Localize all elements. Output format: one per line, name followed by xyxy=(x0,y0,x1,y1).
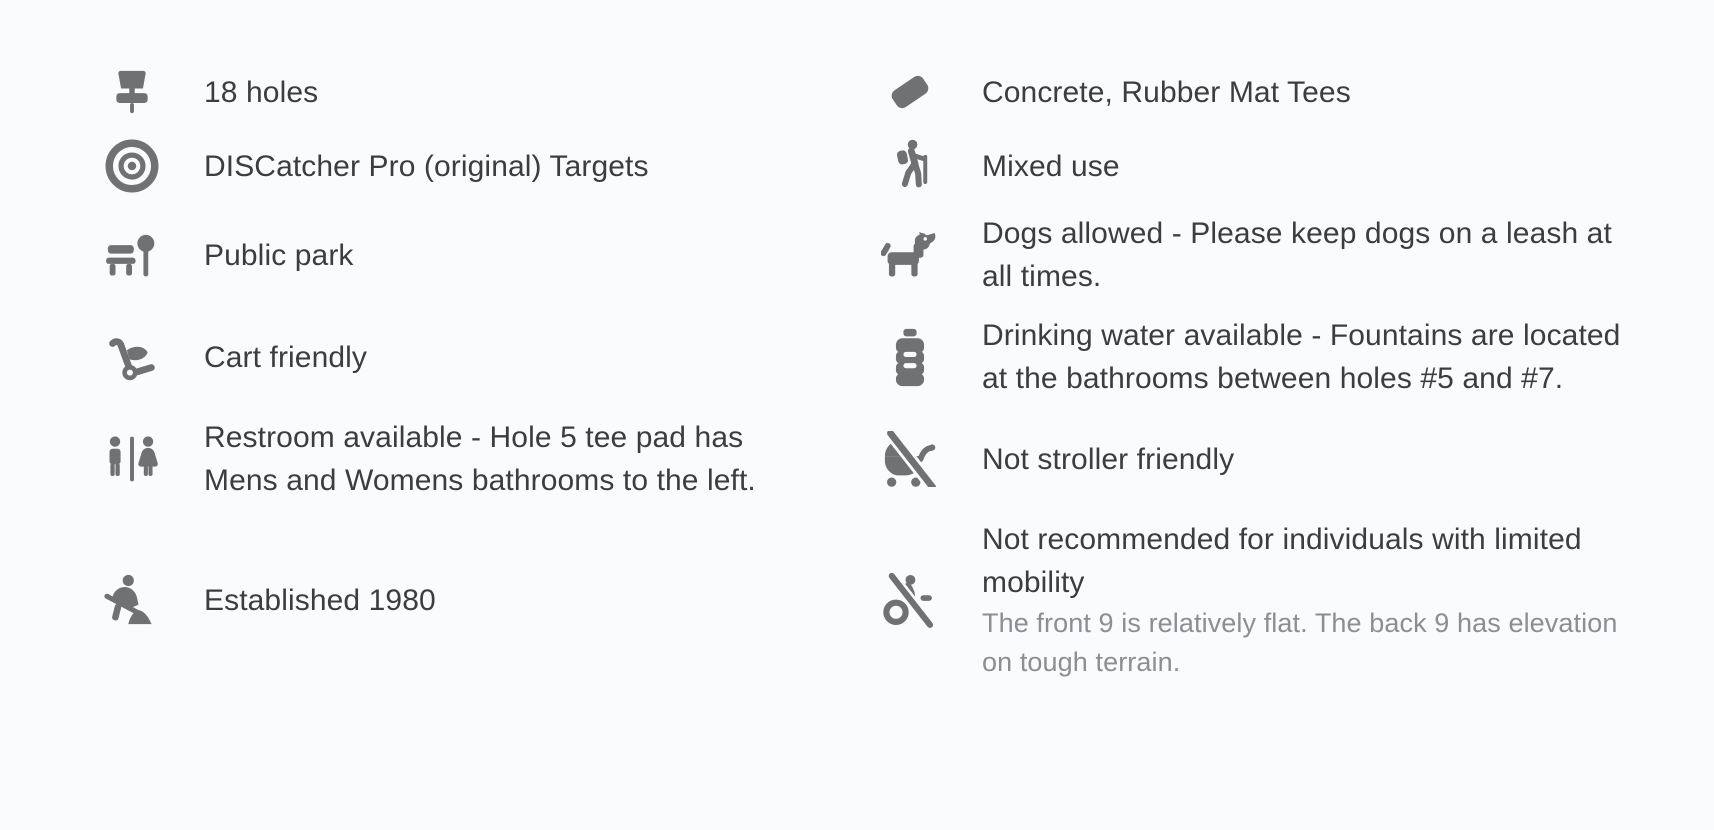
amenity-label: Mixed use xyxy=(982,149,1120,183)
amenity-label: Concrete, Rubber Mat Tees xyxy=(982,75,1351,109)
amenity-targets xyxy=(100,138,806,194)
amenity-row xyxy=(100,64,1630,120)
amenities-grid xyxy=(100,64,1630,682)
amenity-label: Not stroller friendly xyxy=(982,442,1235,476)
amenity-note: The front 9 is relatively flat. The back 9 has elevation on tough terrain. xyxy=(982,608,1618,677)
amenity-established xyxy=(100,572,806,628)
amenity-restroom xyxy=(100,416,806,502)
amenity-accessibility xyxy=(878,518,1630,682)
amenity-label: Public park xyxy=(204,238,354,272)
amenity-label: DISCatcher Pro (original) Targets xyxy=(204,149,649,183)
amenity-property-use xyxy=(878,136,1630,196)
water-bottle-icon xyxy=(878,327,942,387)
amenity-label: 18 holes xyxy=(204,75,319,109)
amenity-stroller xyxy=(878,431,1630,487)
target-icon xyxy=(100,138,164,194)
no-wheelchair-icon xyxy=(878,572,942,628)
restroom-icon xyxy=(100,434,164,484)
amenity-holes xyxy=(100,64,806,120)
amenity-dogs xyxy=(878,212,1630,298)
disc-golf-basket-icon xyxy=(100,64,164,120)
amenity-property-type xyxy=(100,227,806,283)
shovel-worker-icon xyxy=(100,574,164,626)
amenity-label: Established 1980 xyxy=(204,583,436,617)
amenity-row xyxy=(100,518,1630,682)
dog-icon xyxy=(878,229,942,281)
amenity-row xyxy=(100,212,1630,298)
amenity-label: Restroom available - Hole 5 tee pad has Mens and Womens bathrooms to the left. xyxy=(204,421,756,497)
tee-pad-icon xyxy=(878,64,942,120)
amenity-tees xyxy=(878,64,1630,120)
amenity-cart xyxy=(100,329,806,385)
amenity-row xyxy=(100,416,1630,502)
cart-icon xyxy=(100,329,164,385)
amenity-row xyxy=(100,136,1630,196)
amenity-label: Dogs allowed - Please keep dogs on a leash at all times. xyxy=(982,217,1612,293)
hiker-icon xyxy=(878,136,942,196)
amenity-label: Drinking water available - Fountains are located at the bathrooms between holes #5 and #7. xyxy=(982,319,1621,395)
amenity-water xyxy=(878,314,1630,400)
park-bench-icon xyxy=(100,230,164,280)
amenity-label: Cart friendly xyxy=(204,340,368,374)
amenity-label: Not recommended for individuals with limited mobility xyxy=(982,523,1582,599)
no-stroller-icon xyxy=(878,431,942,487)
amenity-row xyxy=(100,314,1630,400)
